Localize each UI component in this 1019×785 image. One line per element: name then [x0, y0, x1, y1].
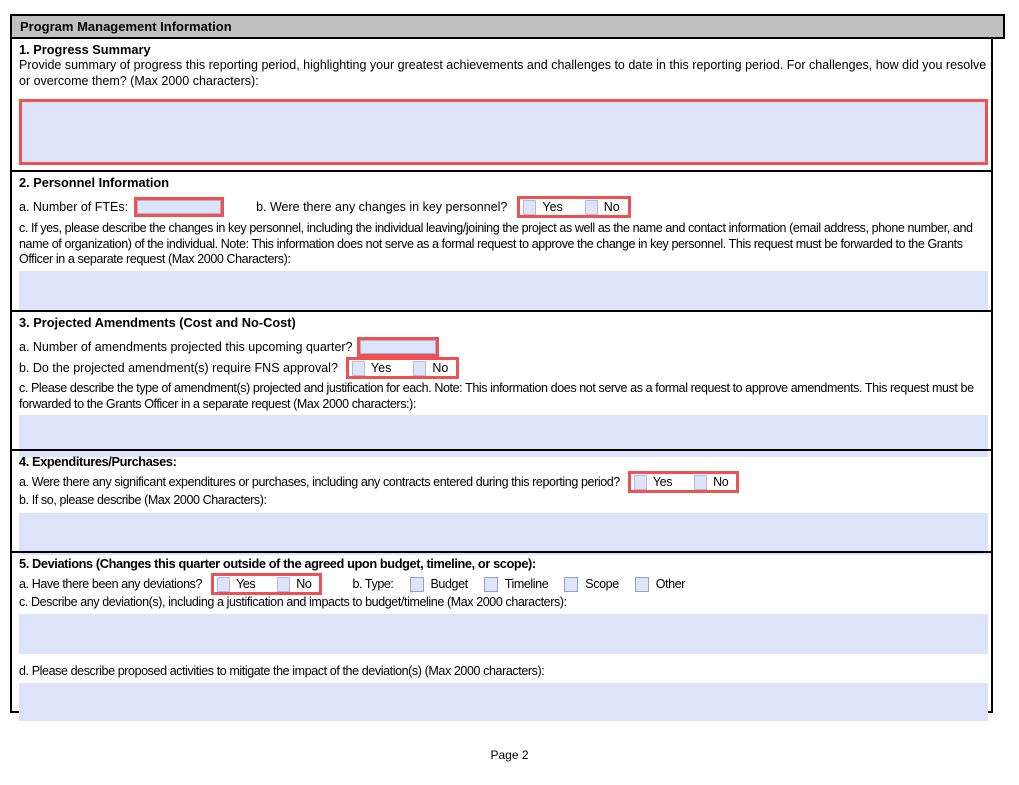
deviations-describe-label: c. Describe any deviation(s), including a justification and impacts to budget/timeline (Max 2000 characters):: [19, 595, 567, 609]
expenditures-yes-label: Yes: [652, 475, 673, 489]
deviations-no-label: No: [296, 577, 312, 591]
fns-approval-yes-label: Yes: [370, 361, 392, 375]
type-timeline-label: Timeline: [504, 577, 549, 591]
expenditures-describe-label: b. If so, please describe (Max 2000 Characters):: [19, 493, 267, 507]
type-other-label: Other: [655, 577, 686, 591]
section-projected-amendments: [12, 310, 991, 449]
type-budget-label: Budget: [430, 577, 468, 591]
page-number: Page 2: [490, 748, 529, 762]
deviations-no-radio[interactable]: [277, 577, 290, 592]
fns-approval-yes-radio[interactable]: [352, 361, 365, 376]
section-deviations: [12, 551, 991, 711]
ftes-label: a. Number of FTEs:: [19, 200, 129, 214]
expenditures-describe-textarea[interactable]: [19, 513, 988, 555]
section-expenditures-purchases: [12, 449, 991, 551]
expenditures-question-label: a. Were there any significant expenditures or purchases, including any contracts entered during this reporting period?: [19, 475, 620, 489]
type-budget-checkbox[interactable]: [410, 577, 424, 592]
section-1-title: 1. Progress Summary: [19, 42, 151, 57]
type-other-checkbox[interactable]: [635, 577, 649, 592]
deviations-describe-textarea[interactable]: [19, 614, 988, 654]
key-personnel-yesno-group: [517, 196, 630, 218]
form-body: [10, 37, 993, 713]
section-3-title: 3. Projected Amendments (Cost and No-Cost): [19, 315, 296, 330]
section-4-title: 4. Expenditures/Purchases:: [19, 454, 177, 469]
expenditures-yes-radio[interactable]: [634, 475, 647, 490]
section-2-title: 2. Personnel Information: [19, 175, 170, 190]
section-5-title: 5. Deviations (Changes this quarter outside of the agreed upon budget, timeline, or scope):: [19, 556, 536, 571]
key-personnel-describe-label: c. If yes, please describe the changes in key personnel, including the individual leaving/joining the project as well as the name and contact information (email address, phone number, and name of organization) of the individual. Note: This information does not serve as a formal request to approve the change in key personnel. This request must be forwarded to the Grants Officer in a separate request (Max 2000 Characters):: [19, 221, 973, 266]
mitigation-describe-textarea[interactable]: [19, 683, 988, 721]
key-personnel-no-label: No: [603, 200, 620, 214]
deviations-question-label: a. Have there been any deviations?: [19, 577, 203, 591]
type-scope-checkbox[interactable]: [564, 577, 578, 592]
fns-approval-question-label: b. Do the projected amendment(s) require FNS approval?: [19, 361, 338, 375]
key-personnel-no-radio[interactable]: [585, 200, 598, 215]
fns-approval-no-radio[interactable]: [413, 361, 426, 376]
mitigation-describe-label: d. Please describe proposed activities to mitigate the impact of the deviation(s) (Max 2000 characters):: [19, 663, 545, 678]
page-title: Program Management Information: [20, 19, 232, 34]
type-scope-label: Scope: [585, 577, 619, 591]
amendments-count-input[interactable]: [357, 337, 439, 357]
key-personnel-yes-radio[interactable]: [523, 200, 536, 215]
key-personnel-yes-label: Yes: [542, 200, 563, 214]
expenditures-no-label: No: [713, 475, 729, 489]
ftes-input[interactable]: [134, 197, 224, 217]
section-personnel-information: [12, 170, 991, 310]
form-title-bar: [10, 14, 1005, 39]
fns-approval-yesno-group: [346, 357, 459, 379]
expenditures-no-radio[interactable]: [694, 475, 707, 490]
progress-summary-textarea[interactable]: [19, 99, 988, 165]
deviation-type-label: b. Type:: [352, 577, 394, 591]
key-personnel-describe-textarea[interactable]: [19, 271, 988, 312]
fns-approval-no-label: No: [432, 361, 449, 375]
section-1-description: Provide summary of progress this reporting period, highlighting your greatest achievements and challenges to date in this reporting period. For challenges, how did you resolve or overcome them? (Max 2000 characters):: [19, 58, 987, 88]
type-timeline-checkbox[interactable]: [484, 577, 498, 592]
deviations-yes-label: Yes: [236, 577, 256, 591]
amendments-describe-label: c. Please describe the type of amendment(s) projected and justification for each. Note: This information does not serve as a formal request to approve amendments. This request must be forwarded to the Grants Officer in a separate request (Max 2000 characters:):: [19, 381, 974, 411]
deviations-yesno-group: [211, 573, 322, 595]
key-personnel-question-label: b. Were there any changes in key personnel?: [256, 200, 508, 214]
deviations-yes-radio[interactable]: [217, 577, 230, 592]
section-progress-summary: [12, 39, 991, 170]
amendments-count-label: a. Number of amendments projected this upcoming quarter?: [19, 340, 353, 354]
expenditures-yesno-group: [628, 471, 739, 493]
